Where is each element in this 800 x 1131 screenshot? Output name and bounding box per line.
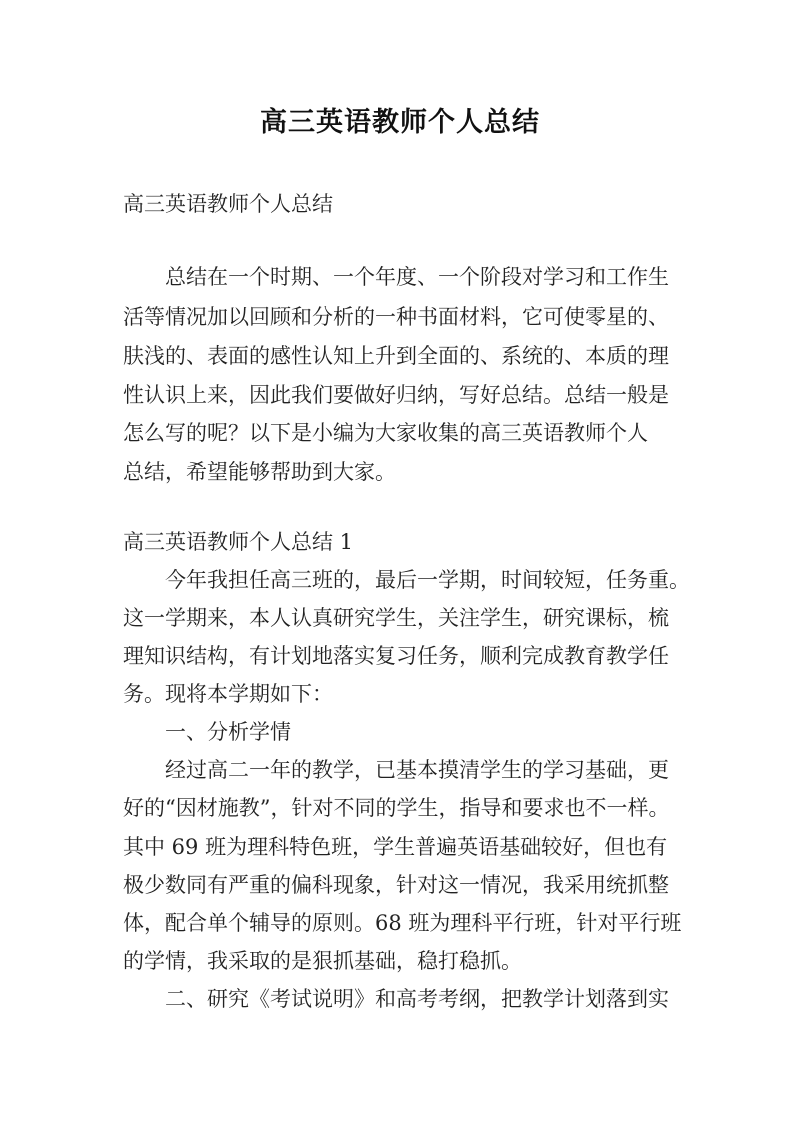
section-line: 这一学期来，本人认真研究学生，关注学生，研究课标，梳 <box>123 606 669 630</box>
intro-line: 怎么写的呢？以下是小编为大家收集的高三英语教师个人 <box>123 421 648 445</box>
document-subtitle: 高三英语教师个人总结 <box>123 192 333 216</box>
document-title: 高三英语教师个人总结 <box>260 107 540 138</box>
part-line: 极少数同有严重的偏科现象，针对这一情况，我采用统抓整 <box>123 873 669 897</box>
section-line: 理知识结构，有计划地落实复习任务，顺利完成教育教学任 <box>123 644 669 668</box>
intro-line: 肤浅的、表面的感性认知上升到全面的、系统的、本质的理 <box>123 344 669 368</box>
intro-line: 性认识上来，因此我们要做好归纳，写好总结。总结一般是 <box>123 383 669 407</box>
section-heading: 高三英语教师个人总结 1 <box>123 530 354 554</box>
section-line: 务。现将本学期如下： <box>123 682 333 706</box>
part-line: 其中 69 班为理科特色班，学生普遍英语基础较好，但也有 <box>123 835 668 859</box>
part-line: 的学情，我采取的是狠抓基础，稳打稳抓。 <box>123 949 522 973</box>
intro-line: 总结在一个时期、一个年度、一个阶段对学习和工作生 <box>165 265 669 289</box>
intro-line: 总结，希望能够帮助到大家。 <box>123 460 396 484</box>
part-line: 体，配合单个辅导的原则。68 班为理科平行班，针对平行班 <box>123 911 682 935</box>
part-heading: 一、分析学情 <box>165 720 291 744</box>
part-heading: 二、研究《考试说明》和高考考纲，把教学计划落到实 <box>165 987 669 1011</box>
part-line: 经过高二一年的教学，已基本摸清学生的学习基础，更 <box>165 758 669 782</box>
intro-line: 活等情况加以回顾和分析的一种书面材料，它可使零星的、 <box>123 305 669 329</box>
section-line: 今年我担任高三班的，最后一学期，时间较短，任务重。 <box>165 568 690 592</box>
part-line: 好的“因材施教”，针对不同的学生，指导和要求也不一样。 <box>123 796 670 820</box>
